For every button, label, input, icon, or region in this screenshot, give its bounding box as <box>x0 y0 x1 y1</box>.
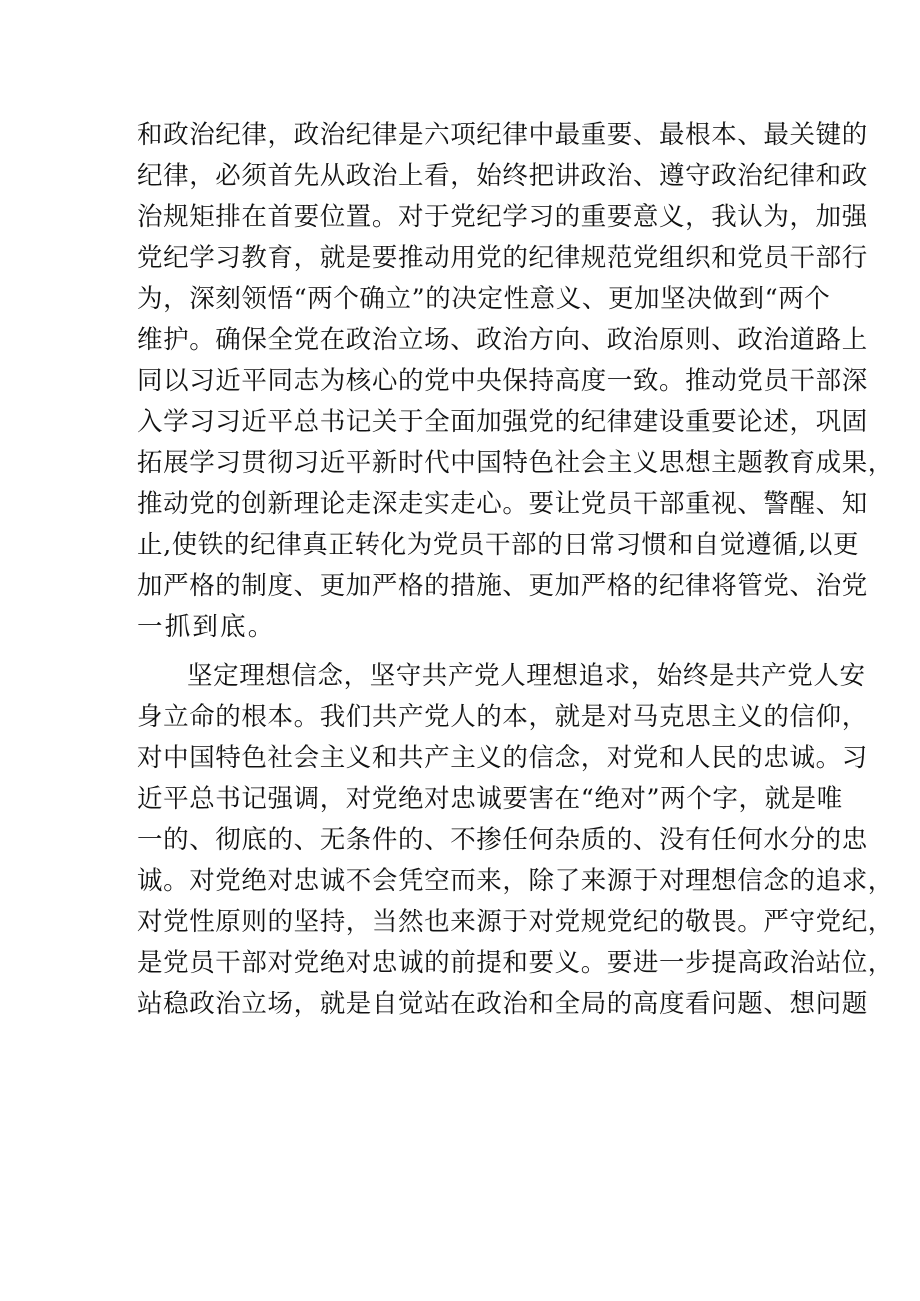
text-line: 治规矩排在首要位置。对于党纪学习的重要意义，我认为，加强 <box>137 202 868 232</box>
text-line: 一抓到底。 <box>137 612 276 642</box>
text-line: 坚定理想信念，坚守共产党人理想追求，始终是共产党人安 <box>187 661 866 691</box>
text-line: 推动党的创新理论走深走实走心。要让党员干部重视、警醒、知 <box>137 489 868 519</box>
text-line: 对中国特色社会主义和共产主义的信念，对党和人民的忠诚。习 <box>137 743 868 773</box>
text-line: 党纪学习教育，就是要推动用党的纪律规范党组织和党员干部行 <box>137 243 868 273</box>
text-line: 拓展学习贯彻习近平新时代中国特色社会主义思想主题教育成果， <box>137 448 894 478</box>
text-line: 止,使铁的纪律真正转化为党员干部的日常习惯和自觉遵循,以更 <box>137 530 860 560</box>
text-line: 入学习习近平总书记关于全面加强党的纪律建设重要论述，巩固 <box>137 407 868 437</box>
text-line: 加严格的制度、更加严格的措施、更加严格的纪律将管党、治党 <box>137 571 868 601</box>
text-line: 对党性原则的坚持，当然也来源于对党规党纪的敬畏。严守党纪， <box>137 907 894 937</box>
text-line: 身立命的根本。我们共产党人的本，就是对马克思主义的信仰， <box>137 702 868 732</box>
text-line: 站稳政治立场，就是自觉站在政治和全局的高度看问题、想问题 <box>137 989 868 1019</box>
text-line: 同以习近平同志为核心的党中央保持高度一致。推动党员干部深 <box>137 366 868 396</box>
text-line: 纪律，必须首先从政治上看，始终把讲政治、遵守政治纪律和政 <box>137 161 868 191</box>
text-line: 和政治纪律，政治纪律是六项纪律中最重要、最根本、最关键的 <box>137 120 868 150</box>
text-line: 一的、彻底的、无条件的、不掺任何杂质的、没有任何水分的忠 <box>137 825 868 855</box>
text-line: 诚。对党绝对忠诚不会凭空而来，除了来源于对理想信念的追求， <box>137 866 894 896</box>
text-line: 是党员干部对党绝对忠诚的前提和要义。要进一步提高政治站位， <box>137 948 894 978</box>
text-line: 维护。确保全党在政治立场、政治方向、政治原则、政治道路上 <box>137 325 868 355</box>
text-line: 近平总书记强调，对党绝对忠诚要害在“绝对”两个字，就是唯 <box>137 784 843 814</box>
text-line: 为，深刻领悟“两个确立”的决定性意义、更加坚决做到“两个 <box>137 284 831 314</box>
